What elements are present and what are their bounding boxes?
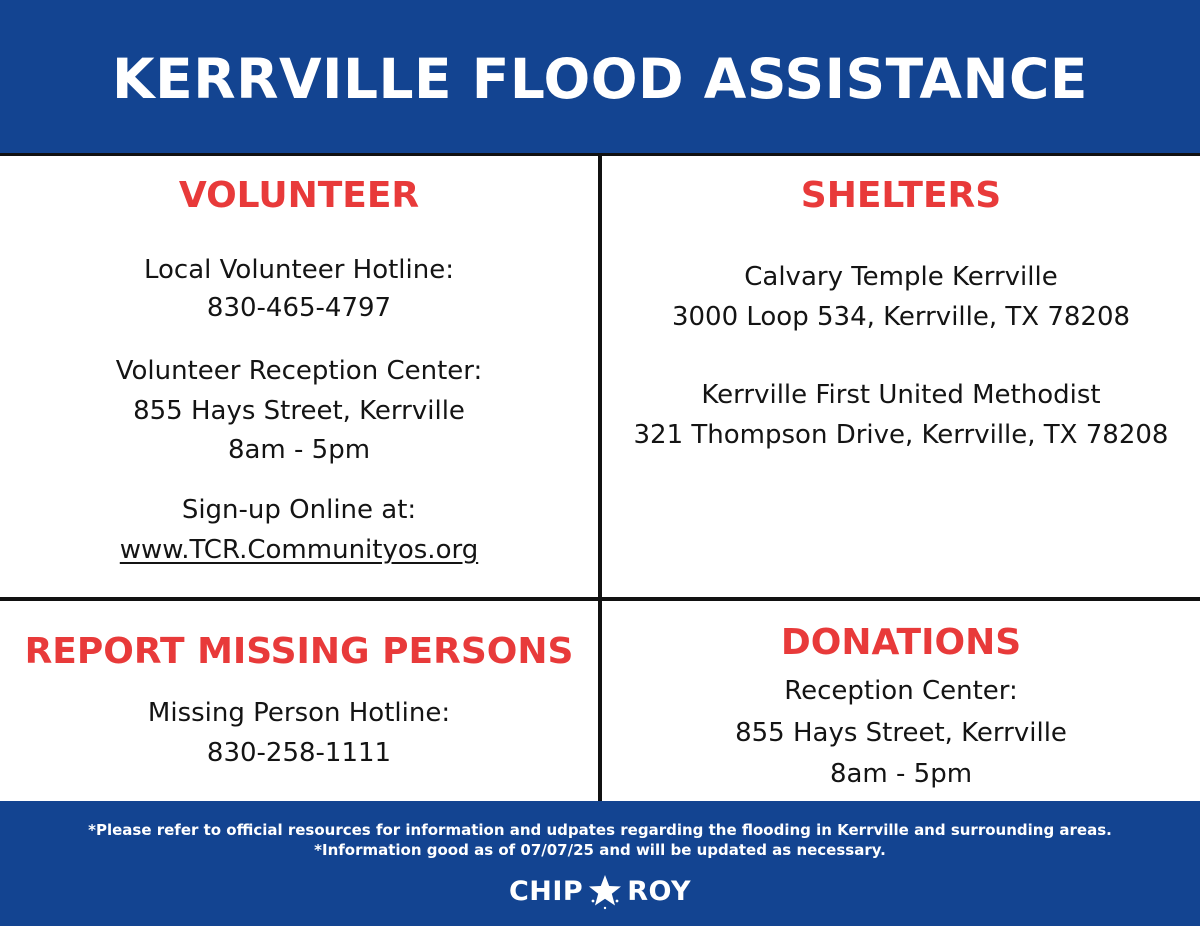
shelters-section bbox=[602, 156, 1200, 597]
volunteer-center-label: Volunteer Reception Center: bbox=[115, 356, 483, 386]
volunteer-signup-link[interactable] bbox=[0, 532, 598, 568]
donations-section bbox=[602, 601, 1200, 801]
missing-hotline-label: Missing Person Hotline: bbox=[147, 698, 451, 728]
header-banner bbox=[0, 0, 1200, 153]
volunteer-title: VOLUNTEER bbox=[178, 175, 420, 216]
volunteer-center-address: 855 Hays Street, Kerrville bbox=[133, 396, 465, 426]
missing-persons-section bbox=[0, 601, 598, 801]
footer-disclaimer: *Please refer to official resources for information and udpates regarding the flooding in Kerrville and surrounding areas. bbox=[88, 821, 1112, 839]
missing-hotline-number: 830-258-1111 bbox=[206, 738, 392, 768]
volunteer-signup-url[interactable]: www.TCR.Communityos.org bbox=[119, 535, 479, 565]
star-icon bbox=[585, 871, 625, 911]
shelter-2-address: 321 Thompson Drive, Kerrville, TX 78208 bbox=[633, 420, 1169, 450]
shelter-1-name: Calvary Temple Kerrville bbox=[744, 262, 1058, 292]
volunteer-section bbox=[0, 156, 598, 597]
missing-persons-title: REPORT MISSING PERSONS bbox=[24, 631, 574, 672]
logo-last-name: ROY bbox=[627, 875, 692, 907]
footer-banner bbox=[0, 801, 1200, 926]
shelter-1-address: 3000 Loop 534, Kerrville, TX 78208 bbox=[671, 302, 1131, 332]
shelters-title: SHELTERS bbox=[800, 175, 1002, 216]
footer-date-note: *Information good as of 07/07/25 and will be updated as necessary. bbox=[314, 841, 886, 859]
chip-roy-logo bbox=[0, 871, 1200, 911]
donations-title: DONATIONS bbox=[780, 622, 1022, 663]
volunteer-hotline-label: Local Volunteer Hotline: bbox=[144, 255, 454, 285]
volunteer-signup-label: Sign-up Online at: bbox=[181, 495, 417, 525]
logo-first-name: CHIP bbox=[508, 875, 584, 907]
donations-address: 855 Hays Street, Kerrville bbox=[735, 718, 1067, 748]
donations-hours: 8am - 5pm bbox=[829, 759, 973, 789]
donations-label: Reception Center: bbox=[784, 676, 1018, 706]
volunteer-hotline-number: 830-465-4797 bbox=[206, 293, 392, 323]
page-title: KERRVILLE FLOOD ASSISTANCE bbox=[112, 46, 1088, 111]
shelter-2-name: Kerrville First United Methodist bbox=[701, 380, 1101, 410]
volunteer-center-hours: 8am - 5pm bbox=[227, 435, 371, 465]
